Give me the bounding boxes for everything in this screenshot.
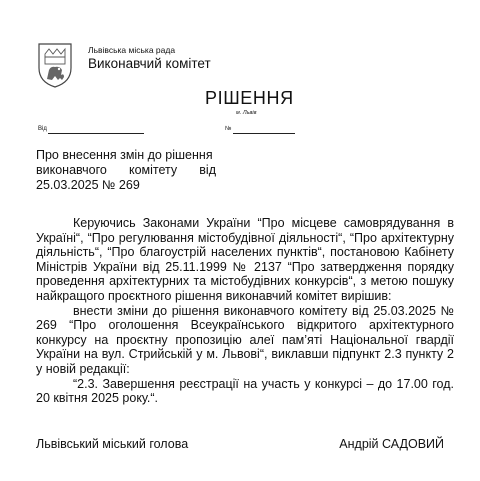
council-name: Львівська міська рада <box>88 45 176 55</box>
lion-coat-of-arms-icon <box>36 42 74 88</box>
resolution-paragraph: внести зміни до рішення виконавчого комітету від 25.03.2025 № 269 “Про оголошення Всеукраїнського відкритого архітектурного конкурсу на проєктну пропозицію алеї пам’яті Національної гвардії України на вул. Стрийській у м. Львові“, виклавши підпункт 2.3 пункту 2 у новій редакції: <box>36 303 454 376</box>
date-number-row <box>38 126 298 136</box>
preamble-paragraph: Керуючись Законами України “Про місцеве самоврядування в Україні“, “Про регулювання містобудівної діяльності“, “Про архітектурну діяльність“, “Про благоустрій населених пунктів“, постановою Кабінету Міністрів України від 25.11.1999 № 2137 “Про затвердження порядку проведення архітектурних та містобудівних конкурсів“, з метою пошуку найкращого проєктного рішення виконавчий комітет вирішив: <box>36 216 454 303</box>
date-line <box>48 133 144 134</box>
decision-body <box>36 216 454 406</box>
subject-line: 25.03.2025 № 269 <box>36 178 140 192</box>
subject-line: виконавчого комітету від <box>36 163 216 177</box>
signature-name: Андрій САДОВИЙ <box>339 437 444 451</box>
amendment-quote: “2.3. Завершення реєстрації на участь у конкурсі – до 17.00 год. 20 квітня 2025 року.“. <box>36 376 454 406</box>
decision-title: РІШЕННЯ <box>205 88 294 108</box>
decision-subject <box>36 148 216 193</box>
committee-name: Виконавчий комітет <box>88 56 211 71</box>
subject-line: Про внесення змін до рішення <box>36 148 213 162</box>
date-label: Від <box>38 126 47 132</box>
signature-title: Львівський міський голова <box>36 437 189 451</box>
city-note: м. Львів <box>236 110 257 116</box>
number-line <box>233 133 295 134</box>
number-label: № <box>225 126 232 132</box>
